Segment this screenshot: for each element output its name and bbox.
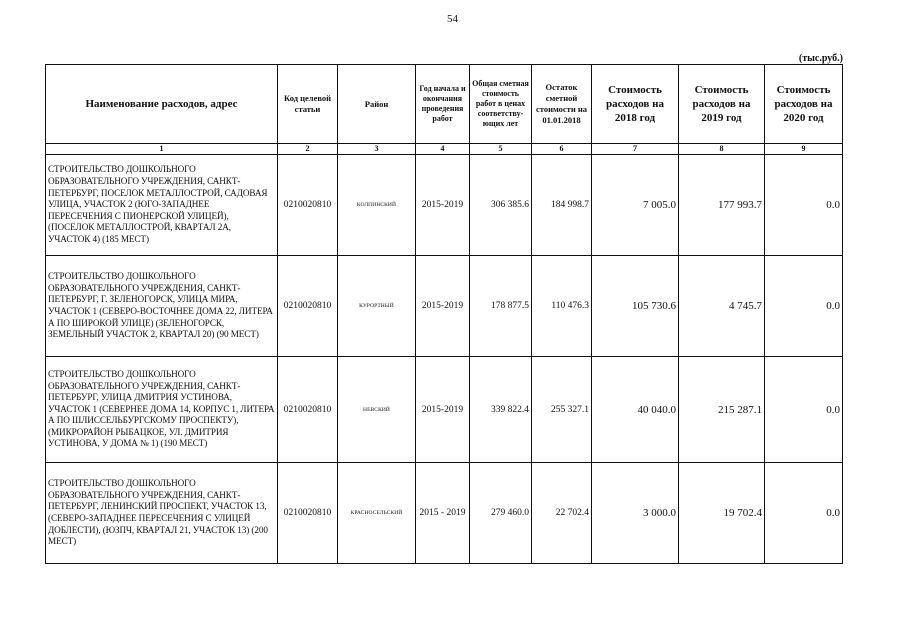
page-number: 54 — [447, 13, 458, 25]
remaining-cost: 255 327.1 — [532, 357, 592, 463]
header-cost-2018: Стоимость расходов на 2018 год — [592, 65, 679, 144]
remaining-cost: 110 476.3 — [532, 256, 592, 357]
target-code: 0210020810 — [278, 256, 338, 357]
target-code: 0210020810 — [278, 155, 338, 256]
remaining-cost: 184 998.7 — [532, 155, 592, 256]
work-years: 2015-2019 — [416, 155, 470, 256]
target-code: 0210020810 — [278, 463, 338, 564]
table-row — [46, 256, 843, 357]
column-number: 3 — [338, 144, 416, 155]
district: КОЛПИНСКИЙ — [338, 155, 416, 256]
table-row — [46, 357, 843, 463]
cost-2018: 7 005.0 — [592, 155, 679, 256]
header-district: Район — [338, 65, 416, 144]
cost-2020: 0.0 — [765, 256, 843, 357]
column-number: 5 — [470, 144, 532, 155]
header-total-cost: Общая сметная стоимость работ в ценах соответству-ющих лет — [470, 65, 532, 144]
cost-2020: 0.0 — [765, 357, 843, 463]
total-cost: 178 877.5 — [470, 256, 532, 357]
expense-name: СТРОИТЕЛЬСТВО ДОШКОЛЬНОГО ОБРАЗОВАТЕЛЬНОГО УЧРЕЖДЕНИЯ, САНКТ-ПЕТЕРБУРГ, ЛЕНИНСКИЙ ПРОСПЕКТ, УЧАСТОК 13, (СЕВЕРО-ЗАПАДНЕЕ ПЕРЕСЕЧЕНИЯ С УЛИЦЕЙ ДОБЛЕСТИ), (ЮЗПЧ, КВАРТАЛ 21, УЧАСТОК 13) (200 МЕСТ) — [46, 463, 278, 564]
header-years: Год начала и окончания проведения работ — [416, 65, 470, 144]
column-number: 8 — [679, 144, 765, 155]
column-number: 7 — [592, 144, 679, 155]
cost-2019: 177 993.7 — [679, 155, 765, 256]
cost-2019: 19 702.4 — [679, 463, 765, 564]
work-years: 2015 - 2019 — [416, 463, 470, 564]
column-number-row — [46, 144, 843, 155]
header-cost-2020: Стоимость расходов на 2020 год — [765, 65, 843, 144]
district: КУРОРТНЫЙ — [338, 256, 416, 357]
cost-2018: 105 730.6 — [592, 256, 679, 357]
header-name: Наименование расходов, адрес — [46, 65, 278, 144]
table-row — [46, 155, 843, 256]
cost-2019: 4 745.7 — [679, 256, 765, 357]
table-row — [46, 463, 843, 564]
district: КРАСНОСЕЛЬСКИЙ — [338, 463, 416, 564]
expense-name: СТРОИТЕЛЬСТВО ДОШКОЛЬНОГО ОБРАЗОВАТЕЛЬНОГО УЧРЕЖДЕНИЯ, САНКТ-ПЕТЕРБУРГ, ПОСЕЛОК МЕТАЛЛОСТРОЙ, САДОВАЯ УЛИЦА, УЧАСТОК 2 (ЮГО-ЗАПАДНЕЕ ПЕРЕСЕЧЕНИЯ С ПИОНЕРСКОЙ УЛИЦЕЙ), (ПОСЕЛОК МЕТАЛЛОСТРОЙ, КВАРТАЛ 2А, УЧАСТОК 4) (185 МЕСТ) — [46, 155, 278, 256]
expense-name: СТРОИТЕЛЬСТВО ДОШКОЛЬНОГО ОБРАЗОВАТЕЛЬНОГО УЧРЕЖДЕНИЯ, САНКТ-ПЕТЕРБУРГ, УЛИЦА ДМИТРИЯ УСТИНОВА, УЧАСТОК 1 (СЕВЕРНЕЕ ДОМА 14, КОРПУС 1, ЛИТЕРА А ПО ШЛИССЕЛЬБУРГСКОМУ ПРОСПЕКТУ), (МИКРОРАЙОН РЫБАЦКОЕ, УЛ. ДМИТРИЯ УСТИНОВА, У ДОМА № 1) (190 МЕСТ) — [46, 357, 278, 463]
units-label: (тыс.руб.) — [798, 53, 843, 64]
work-years: 2015-2019 — [416, 357, 470, 463]
work-years: 2015-2019 — [416, 256, 470, 357]
header-code: Код целевой статьи — [278, 65, 338, 144]
header-row — [46, 65, 843, 144]
column-number: 4 — [416, 144, 470, 155]
cost-2020: 0.0 — [765, 155, 843, 256]
column-number: 2 — [278, 144, 338, 155]
total-cost: 279 460.0 — [470, 463, 532, 564]
district: НЕВСКИЙ — [338, 357, 416, 463]
cost-2019: 215 287.1 — [679, 357, 765, 463]
expense-name: СТРОИТЕЛЬСТВО ДОШКОЛЬНОГО ОБРАЗОВАТЕЛЬНОГО УЧРЕЖДЕНИЯ, САНКТ-ПЕТЕРБУРГ, Г. ЗЕЛЕНОГОРСК, УЛИЦА МИРА, УЧАСТОК 1 (СЕВЕРО-ВОСТОЧНЕЕ ДОМА 22, ЛИТЕРА А ПО ШИРОКОЙ УЛИЦЕ) (ЗЕЛЕНОГОРСК, ЗЕМЕЛЬНЫЙ УЧАСТОК 2, КВАРТАЛ 20) (90 МЕСТ) — [46, 256, 278, 357]
cost-2020: 0.0 — [765, 463, 843, 564]
header-cost-2019: Стоимость расходов на 2019 год — [679, 65, 765, 144]
header-remaining-cost: Остаток сметной стоимости на 01.01.2018 — [532, 65, 592, 144]
column-number: 9 — [765, 144, 843, 155]
total-cost: 339 822.4 — [470, 357, 532, 463]
cost-2018: 3 000.0 — [592, 463, 679, 564]
column-number: 1 — [46, 144, 278, 155]
total-cost: 306 385.6 — [470, 155, 532, 256]
remaining-cost: 22 702.4 — [532, 463, 592, 564]
cost-2018: 40 040.0 — [592, 357, 679, 463]
column-number: 6 — [532, 144, 592, 155]
budget-table — [45, 64, 843, 564]
target-code: 0210020810 — [278, 357, 338, 463]
